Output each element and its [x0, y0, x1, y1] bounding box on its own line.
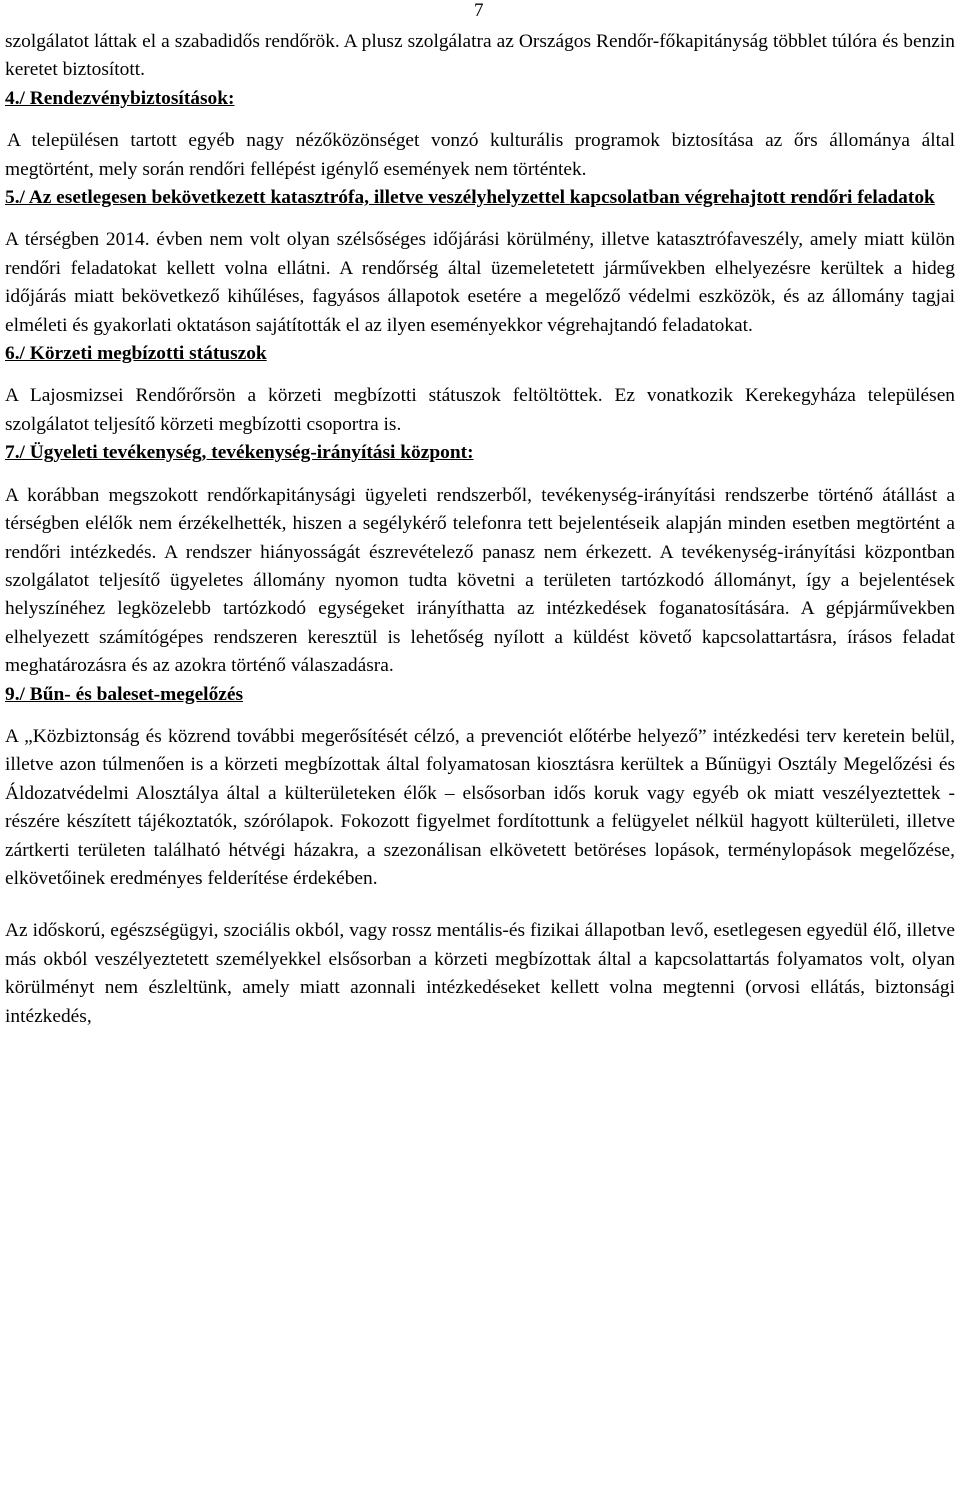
- section-heading-6: 6./ Körzeti megbízotti státuszok: [5, 343, 267, 365]
- page-number: 7: [474, 0, 484, 21]
- paragraph-section-5: A térségben 2014. évben nem volt olyan szélsőséges időjárási körülmény, illetve katasztrófaveszély, amely miatt külön rendőri feladatokat kellett volna ellátni. A rendőrség által üzemeletetett járművekben elhelyezésre kerültek a hideg időjárás miatt bekövetkező kihűléses, fagyásos állapotok esetére a megelőző védelmi eszközök, és az állomány tagjai elméleti és gyakorlati oktatáson sajátították el az ilyen eseményekkor végrehajtandó feladatokat.: [5, 229, 955, 336]
- document-body: [5, 28, 955, 1031]
- section-heading-7: 7./ Ügyeleti tevékenység, tevékenység-irányítási központ:: [5, 442, 474, 464]
- paragraph-section-9b: Az időskorú, egészségügyi, szociális okból, vagy rossz mentális-és fizikai állapotban levő, esetlegesen egyedül élő, illetve más okból veszélyeztetett személyekkel elsősorban a körzeti megbízottak által a kapcsolattartás folyamatos volt, olyan körülményt nem észleltünk, amely miatt azonnali intézkedéseket kellett volna megtenni (orvosi ellátás, biztonsági intézkedés,: [5, 920, 955, 1027]
- paragraph-continuation: szolgálatot láttak el a szabadidős rendőrök. A plusz szolgálatra az Országos Rendőr-főkapitányság többlet túlóra és benzin keretet biztosított.: [5, 31, 955, 81]
- section-heading-9: 9./ Bűn- és baleset-megelőzés: [5, 683, 244, 705]
- paragraph-section-4: A településen tartott egyéb nagy nézőközönséget vonzó kulturális programok biztosítása az őrs állománya által megtörtént, mely során rendőri fellépést igénylő események nem történtek.: [5, 130, 955, 180]
- paragraph-section-6: A Lajosmizsei Rendőrőrsön a körzeti megbízotti státuszok feltöltöttek. Ez vonatkozik Kerekegyháza településen szolgálatot teljesítő körzeti megbízotti csoportra is.: [5, 385, 955, 435]
- paragraph-section-7: A korábban megszokott rendőrkapitánysági ügyeleti rendszerből, tevékenység-irányítási rendszerbe történő átállást a térségben elélők nem érzékelhették, hiszen a segélykérő telefonra tett bejelentéseik alapján minden esetben megtörtént a rendőri intézkedés. A rendszer hiányosságát észrevételező panasz nem érkezett. A tevékenység-irányítási központban szolgálatot teljesítő ügyeletes állomány nyomon tudta követni a területen tartózkodó állományt, így a bejelentések helyszínéhez legközelebb tartózkodó egységeket irányíthatta az intézkedések foganatosítására. A gépjárművekben elhelyezett számítógépes rendszeren keresztül is lehetőség nyílott a küldést követő kapcsolattartásra, írásos feladat meghatározásra és az azokra történő válaszadásra.: [5, 484, 955, 677]
- paragraph-section-9a: A „Közbiztonság és közrend további megerősítését célzó, a prevenciót előtérbe helyező” intézkedési terv keretein belül, illetve azon túlmenően is a körzeti megbízottak által folyamatosan kiosztásra kerültek a Bűnügyi Osztály Megelőzési és Áldozatvédelmi Alosztálya által a külterületeken élők – elsősorban idős koruk vagy egyéb ok miatt veszélyeztettek - részére készített tájékoztatók, szórólapok. Fokozott figyelmet fordítottunk a felügyelet nélkül hagyott külterületi, illetve zártkerti területen található hétvégi házakra, a szezonálisan elkövetett betöréses lopások, terménylopások megelőzése, elkövetőinek eredményes felderítése érdekében.: [5, 725, 955, 889]
- section-heading-4: 4./ Rendezvénybiztosítások:: [5, 87, 235, 109]
- section-heading-5: 5./ Az esetlegesen bekövetkezett katasztrófa, illetve veszélyhelyzettel kapcsolatban végrehajtott rendőri feladatok: [5, 187, 935, 209]
